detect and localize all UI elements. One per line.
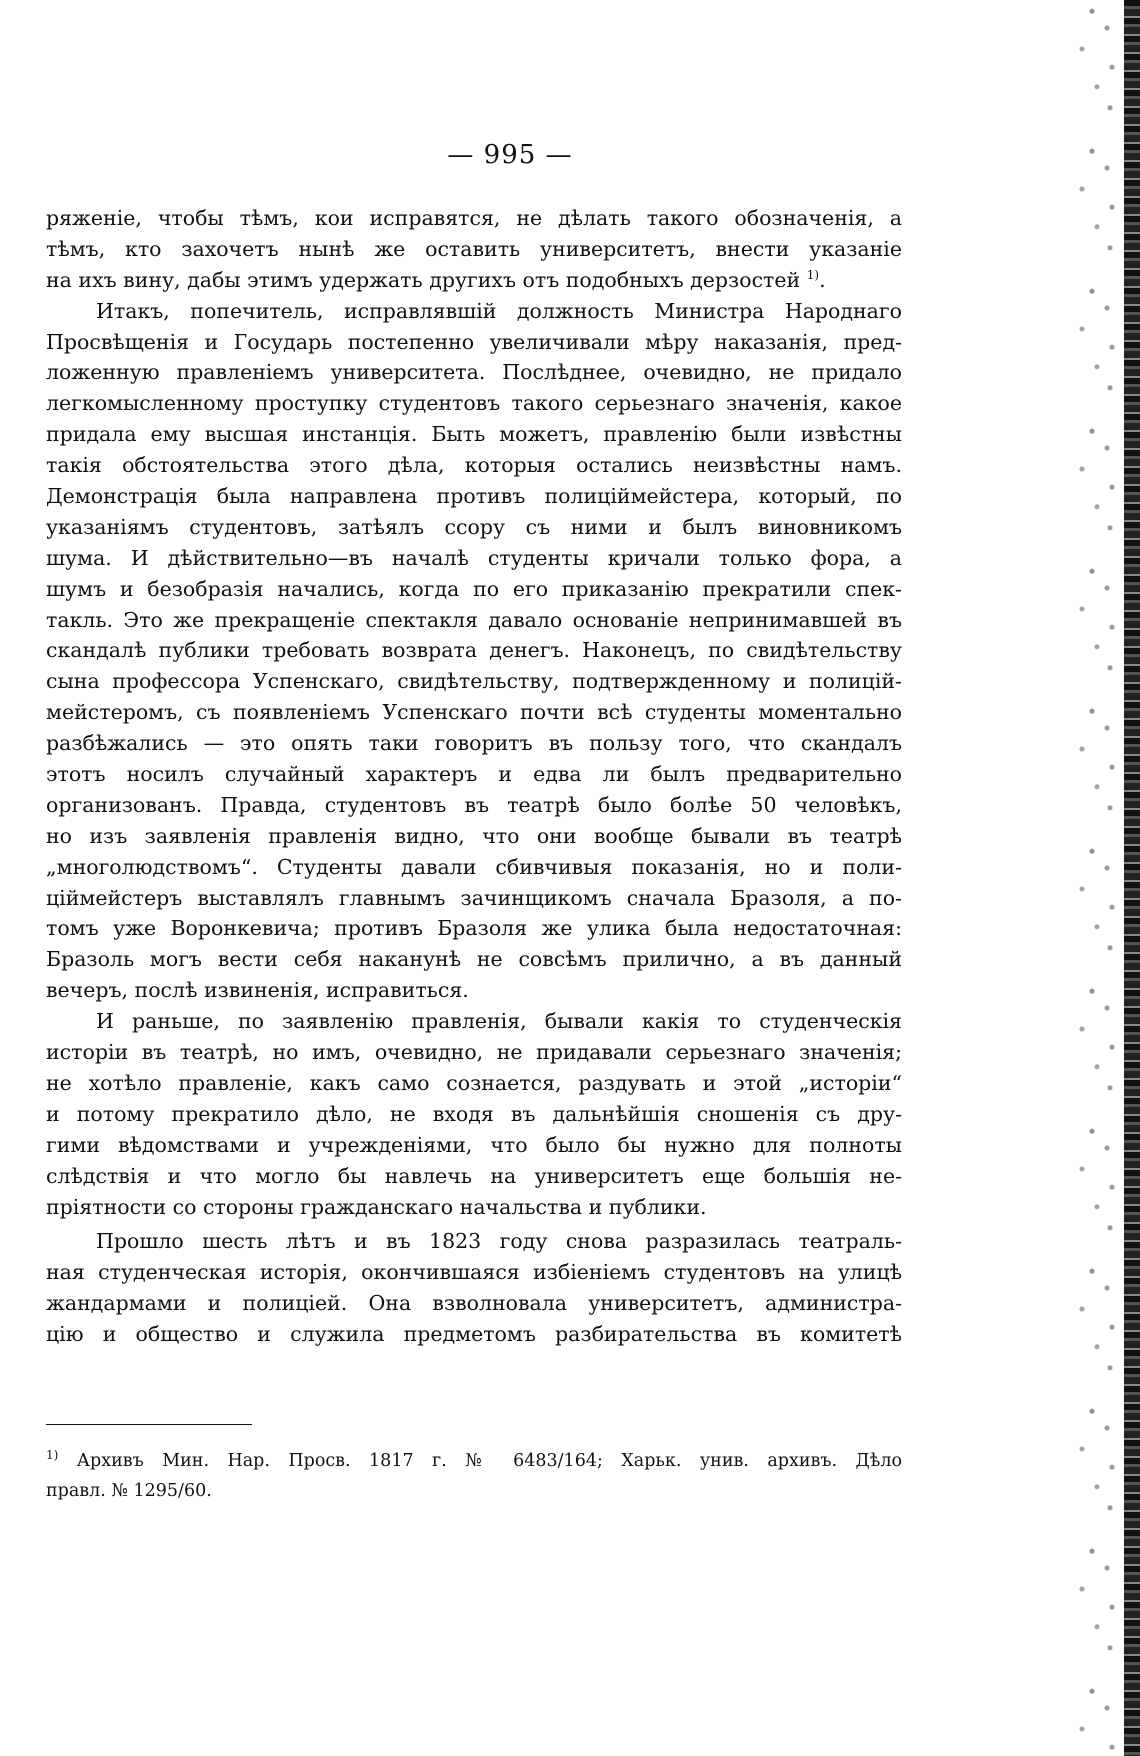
text-line: ціймейстеръ выставлялъ главнымъ зачинщикомъ сначала Бразоля, а по-: [46, 885, 902, 910]
footnote-reference: 1): [806, 267, 820, 282]
text-line: этотъ носилъ случайный характеръ и едва ли былъ предварительно: [46, 762, 902, 787]
text-line: и потому прекратило дѣло, не входя въ дальнѣйшія сношенія съ дру-: [46, 1101, 902, 1126]
text-line: такль. Это же прекращеніе спектакля давало основаніе непринимавшей въ: [46, 607, 902, 632]
text-line: указаніямъ студентовъ, затѣялъ ссору съ ними и былъ виновникомъ: [46, 514, 902, 539]
text-line: мейстеромъ, съ появленіемъ Успенскаго почти всѣ студенты моментально: [46, 700, 902, 725]
text-line: гими вѣдомствами и учрежденіями, что было бы нужно для полноты: [46, 1132, 902, 1157]
text-line: ложенную правленіемъ университета. Послѣднее, очевидно, не придало: [46, 360, 902, 385]
text-line: вечеръ, послѣ извиненія, исправиться.: [46, 978, 469, 1003]
text-line: пріятности со стороны гражданскаго начальства и публики.: [46, 1194, 707, 1219]
text-line: ная студенческая исторія, окончившаяся избіеніемъ студентовъ на улицѣ: [46, 1260, 902, 1285]
text-line: организованъ. Правда, студентовъ въ театрѣ было болѣе 50 человѣкъ,: [46, 792, 902, 817]
text-line: ряженіе, чтобы тѣмъ, кои исправятся, не дѣлать такого обозначенія, а: [46, 206, 902, 230]
text-line: Просвѣщенія и Государь постепенно увеличивали мѣру наказанія, пред-: [46, 329, 902, 354]
text-line: Демонстрація была направлена противъ полиціймейстера, который, по: [46, 484, 902, 509]
footnote-marker: 1): [46, 1448, 59, 1463]
text-line: скандалѣ публики требовать возврата денегъ. Наконецъ, по свидѣтельству: [46, 638, 902, 663]
scan-specks: [1022, 0, 1122, 1756]
paragraph-start-line: Итакъ, попечитель, исправлявшій должность Министра Народнаго: [96, 298, 902, 323]
footnote-line: правл. № 1295/60.: [46, 1481, 212, 1501]
text-line: слѣдствія и что могло бы навлечь на университетъ еще большія не-: [46, 1163, 902, 1188]
body-text: [46, 203, 902, 1350]
text-line: придала ему высшая инстанція. Быть можетъ, правленію были извѣстны: [46, 422, 902, 447]
text-line: такія обстоятельства этого дѣла, которыя остались неизвѣстны намъ.: [46, 453, 902, 478]
scan-edge-artifact: [1016, 0, 1140, 1756]
text-line: не хотѣло правленіе, какъ само сознается, раздувать и этой „исторіи“: [46, 1070, 902, 1095]
text-line: но изъ заявленія правленія видно, что они вообще бывали въ театрѣ: [46, 823, 902, 848]
text-line: „многолюдствомъ“. Студенты давали сбивчивыя показанія, но и поли-: [46, 854, 902, 879]
page-number: — 995 —: [447, 140, 573, 170]
footnote-line: [46, 1446, 902, 1476]
footnotes: [46, 1446, 902, 1506]
footnote-text: Архивъ Мин. Нар. Просв. 1817 г. № 6483/164; Харьк. унив. архивъ. Дѣло: [76, 1451, 902, 1471]
text-line: томъ уже Воронкевича; противъ Бразоля же улика была недостаточная:: [46, 916, 902, 941]
text-line: на ихъ вину, дабы этимъ удержать другихъ отъ подобныхъ дерзостей $^{1)}$.: [46, 267, 826, 292]
text-line: легкомысленному проступку студентовъ такого серьезнаго значенія, какое: [46, 391, 902, 416]
text-line: шума. И дѣйствительно—въ началѣ студенты кричали только фора, а: [46, 545, 902, 570]
footnote-divider: [46, 1424, 252, 1425]
paragraph-start-line: Прошло шесть лѣтъ и въ 1823 году снова разразилась театраль-: [96, 1229, 902, 1254]
paragraph-start-line: И раньше, по заявленію правленія, бывали какія то студенческія: [96, 1009, 902, 1034]
text-line: сына профессора Успенскаго, свидѣтельству, подтвержденному и полицій-: [46, 669, 902, 694]
scan-dark-band: [1124, 0, 1140, 1756]
text-line-content: на ихъ вину, дабы этимъ удержать другихъ отъ подобныхъ дерзостей: [46, 267, 801, 292]
text-line: исторіи въ театрѣ, но имъ, очевидно, не придавали серьезнаго значенія;: [46, 1040, 902, 1065]
text-line: Бразоль могъ вести себя наканунѣ не совсѣмъ прилично, а въ данный: [46, 947, 902, 972]
text-line: разбѣжались — это опять таки говоритъ въ пользу того, что скандалъ: [46, 731, 902, 756]
text-line: шумъ и безобразія начались, когда по его приказанію прекратили спек-: [46, 576, 902, 601]
text-line: цію и общество и служила предметомъ разбирательства въ комитетѣ: [46, 1322, 902, 1347]
text-line: тѣмъ, кто захочетъ нынѣ же оставить университетъ, внести указаніе: [46, 236, 902, 261]
text-line: жандармами и полиціей. Она взволновала университетъ, администра-: [46, 1291, 902, 1316]
